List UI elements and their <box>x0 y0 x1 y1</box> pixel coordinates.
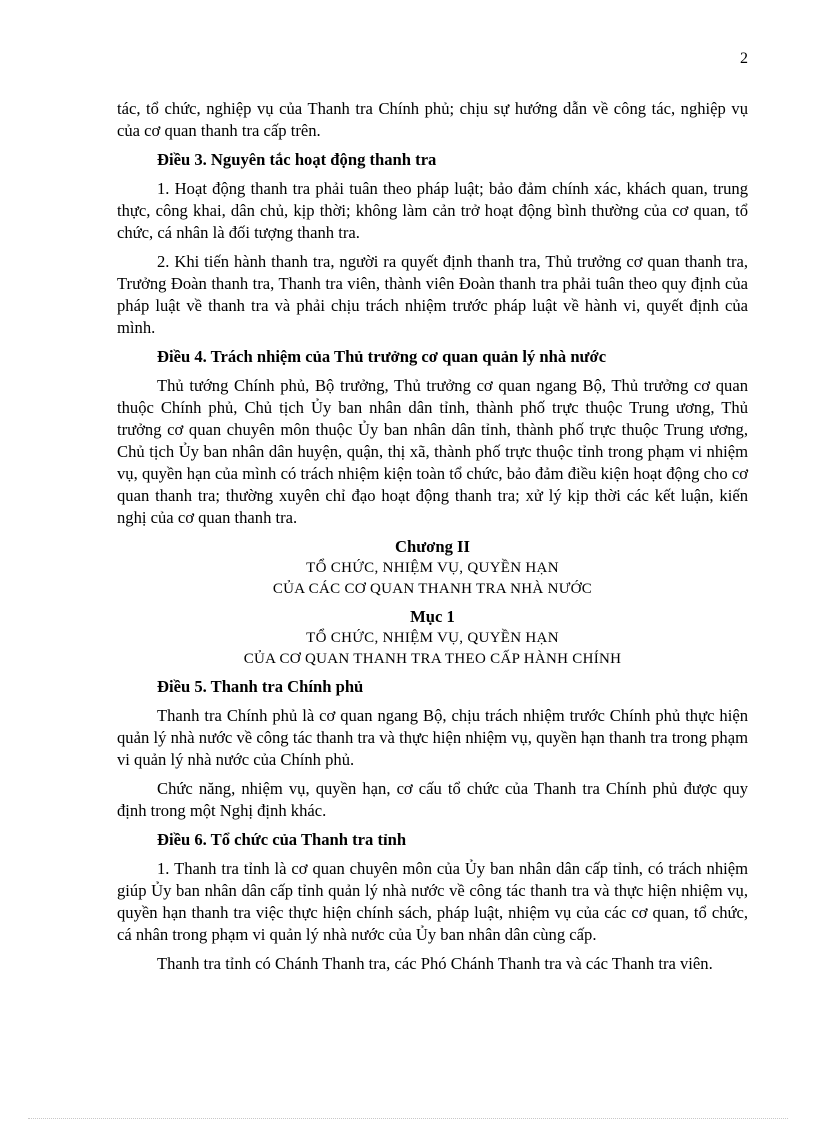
intro-paragraph: tác, tổ chức, nghiệp vụ của Thanh tra Chính phủ; chịu sự hướng dẫn về công tác, nghiệp vụ của cơ quan thanh tra cấp trên. <box>117 99 748 140</box>
chapter-subtitle-line-1: TỔ CHỨC, NHIỆM VỤ, QUYỀN HẠN <box>306 560 559 576</box>
section-subtitle-line-1: TỔ CHỨC, NHIỆM VỤ, QUYỀN HẠN <box>306 630 559 646</box>
chapter-subtitle-line-2: CỦA CÁC CƠ QUAN THANH TRA NHÀ NƯỚC <box>272 581 593 597</box>
article-3-paragraph-2: 2. Khi tiến hành thanh tra, người ra quyết định thanh tra, Thủ trưởng cơ quan thanh tra, Trưởng Đoàn thanh tra, Thanh tra viên, thành viên Đoàn thanh tra phải tuân theo quy định của pháp luật về thanh tra và phải chịu trách nhiệm trước pháp luật về hành vi, quyết định của mình. <box>117 252 748 337</box>
article-6-title: Điều 6. Tổ chức của Thanh tra tỉnh <box>157 830 407 849</box>
article-5-title: Điều 5. Thanh tra Chính phủ <box>157 677 364 696</box>
article-3-paragraph-1: 1. Hoạt động thanh tra phải tuân theo pháp luật; bảo đảm chính xác, khách quan, trung thực, công khai, dân chủ, kịp thời; không làm cản trở hoạt động bình thường của cơ quan, tổ chức, cá nhân là đối tượng thanh tra. <box>117 179 748 242</box>
section-title: Mục 1 <box>410 607 455 626</box>
article-4-title: Điều 4. Trách nhiệm của Thủ trưởng cơ quan quản lý nhà nước <box>157 347 607 366</box>
page-bottom-divider <box>28 1118 788 1119</box>
article-6-paragraph-1: 1. Thanh tra tỉnh là cơ quan chuyên môn của Ủy ban nhân dân cấp tỉnh, có trách nhiệm giúp Ủy ban nhân dân cấp tỉnh quản lý nhà nước về công tác thanh tra và thực hiện nhiệm vụ, quyền hạn thanh tra việc thực hiện chính sách, pháp luật, nhiệm vụ của các cơ quan, tổ chức, cá nhân trong phạm vi quản lý nhà nước của Ủy ban nhân dân cùng cấp. <box>117 859 748 944</box>
section-heading <box>117 606 748 670</box>
article-5-paragraph-2: Chức năng, nhiệm vụ, quyền hạn, cơ cấu tổ chức của Thanh tra Chính phủ được quy định trong một Nghị định khác. <box>117 779 748 820</box>
article-5-paragraph-1: Thanh tra Chính phủ là cơ quan ngang Bộ, chịu trách nhiệm trước Chính phủ thực hiện quản lý nhà nước về công tác thanh tra và thực hiện nhiệm vụ, quyền hạn thanh tra trong phạm vi quản lý nhà nước của Chính phủ. <box>117 706 748 769</box>
document-body <box>117 98 748 982</box>
chapter-title: Chương II <box>395 537 470 556</box>
chapter-heading <box>117 536 748 600</box>
article-6-paragraph-2: Thanh tra tỉnh có Chánh Thanh tra, các Phó Chánh Thanh tra và các Thanh tra viên. <box>157 954 713 973</box>
article-3-title: Điều 3. Nguyên tắc hoạt động thanh tra <box>157 150 437 169</box>
section-subtitle-line-2: CỦA CƠ QUAN THANH TRA THEO CẤP HÀNH CHÍNH <box>243 651 622 667</box>
article-4-paragraph-1: Thủ tướng Chính phủ, Bộ trưởng, Thủ trưởng cơ quan ngang Bộ, Thủ trưởng cơ quan thuộc Chính phủ, Chủ tịch Ủy ban nhân dân tỉnh, thành phố trực thuộc Trung ương, Thủ trưởng cơ quan chuyên môn thuộc Ủy ban nhân dân tỉnh, thành phố trực thuộc Trung ương, Chủ tịch Ủy ban nhân dân huyện, quận, thị xã, thành phố trực thuộc tỉnh trong phạm vi nhiệm vụ, quyền hạn của mình có trách nhiệm kiện toàn tổ chức, bảo đảm điều kiện hoạt động cho cơ quan thanh tra; thường xuyên chỉ đạo hoạt động thanh tra; xử lý kịp thời các kết luận, kiến nghị của cơ quan thanh tra. <box>117 376 748 527</box>
page-number: 2 <box>740 50 748 67</box>
